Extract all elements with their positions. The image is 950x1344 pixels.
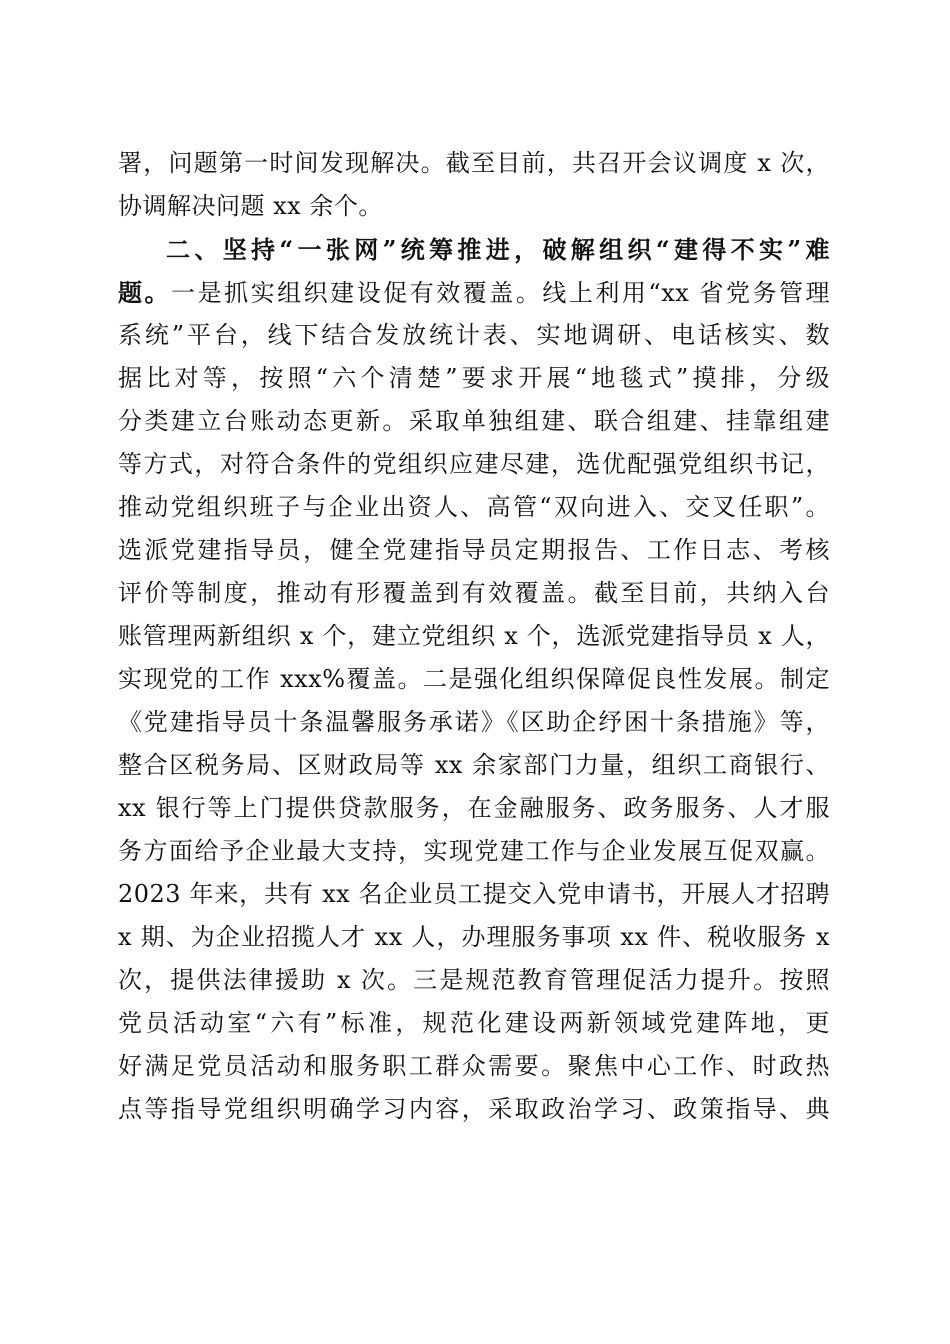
paragraph-line: 点等指导党组织明确学习内容，采取政治学习、政策指导、典 (118, 1095, 830, 1123)
paragraph-line: 实现党的工作 xxx%覆盖。二是强化组织保障促良性发展。制定 (118, 665, 830, 693)
paragraph-line: 选派党建指导员，健全党建指导员定期报告、工作日志、考核 (118, 536, 830, 564)
paragraph-line: 分类建立台账动态更新。采取单独组建、联合组建、挂靠组建 (118, 407, 830, 435)
paragraph-line (118, 271, 830, 314)
paragraph-text: 一是抓实组织建设促有效覆盖。线上利用“xx 省党务管理 (171, 279, 831, 307)
paragraph-line: 推动党组织班子与企业出资人、高管“双向进入、交叉任职”。 (118, 493, 830, 521)
paragraph-line: 2023 年来，共有 xx 名企业员工提交入党申请书，开展人才招聘 (118, 880, 830, 908)
paragraph-line: 评价等制度，推动有形覆盖到有效覆盖。截至目前，共纳入台 (118, 579, 830, 607)
paragraph-line: 好满足党员活动和服务职工群众需要。聚焦中心工作、时政热 (118, 1052, 830, 1080)
paragraph-line: xx 银行等上门提供贷款服务，在金融服务、政务服务、人才服 (118, 794, 830, 822)
section-heading-end: 题。 (118, 278, 172, 307)
document-page (118, 142, 830, 1131)
paragraph-line: 等方式，对符合条件的党组织应建尽建，选优配强党组织书记， (118, 450, 830, 478)
paragraph-line: 次，提供法律援助 x 次。三是规范教育管理促活力提升。按照 (118, 966, 830, 994)
paragraph-line: 整合区税务局、区财政局等 xx 余家部门力量，组织工商银行、 (118, 751, 830, 779)
paragraph-line: x 期、为企业招揽人才 xx 人，办理服务事项 xx 件、税收服务 x (118, 923, 830, 951)
paragraph-line: 账管理两新组织 x 个，建立党组织 x 个，选派党建指导员 x 人， (118, 622, 830, 650)
section-heading: 二、坚持“一张网”统筹推进，破解组织“建得不实”难 (166, 235, 830, 264)
paragraph-line: 《党建指导员十条温馨服务承诺》《区助企纾困十条措施》等， (118, 708, 830, 736)
paragraph-line: 署，问题第一时间发现解决。截至目前，共召开会议调度 x 次， (118, 149, 830, 177)
paragraph-line: 协调解决问题 xx 余个。 (118, 192, 383, 220)
paragraph-line: 党员活动室“六有”标准，规范化建设两新领域党建阵地，更 (118, 1009, 830, 1037)
paragraph-line: 据比对等，按照“六个清楚”要求开展“地毯式”摸排，分级 (118, 364, 830, 392)
paragraph-line: 系统”平台，线下结合发放统计表、实地调研、电话核实、数 (118, 321, 830, 349)
paragraph-line: 务方面给予企业最大支持，实现党建工作与企业发展互促双赢。 (118, 837, 830, 865)
